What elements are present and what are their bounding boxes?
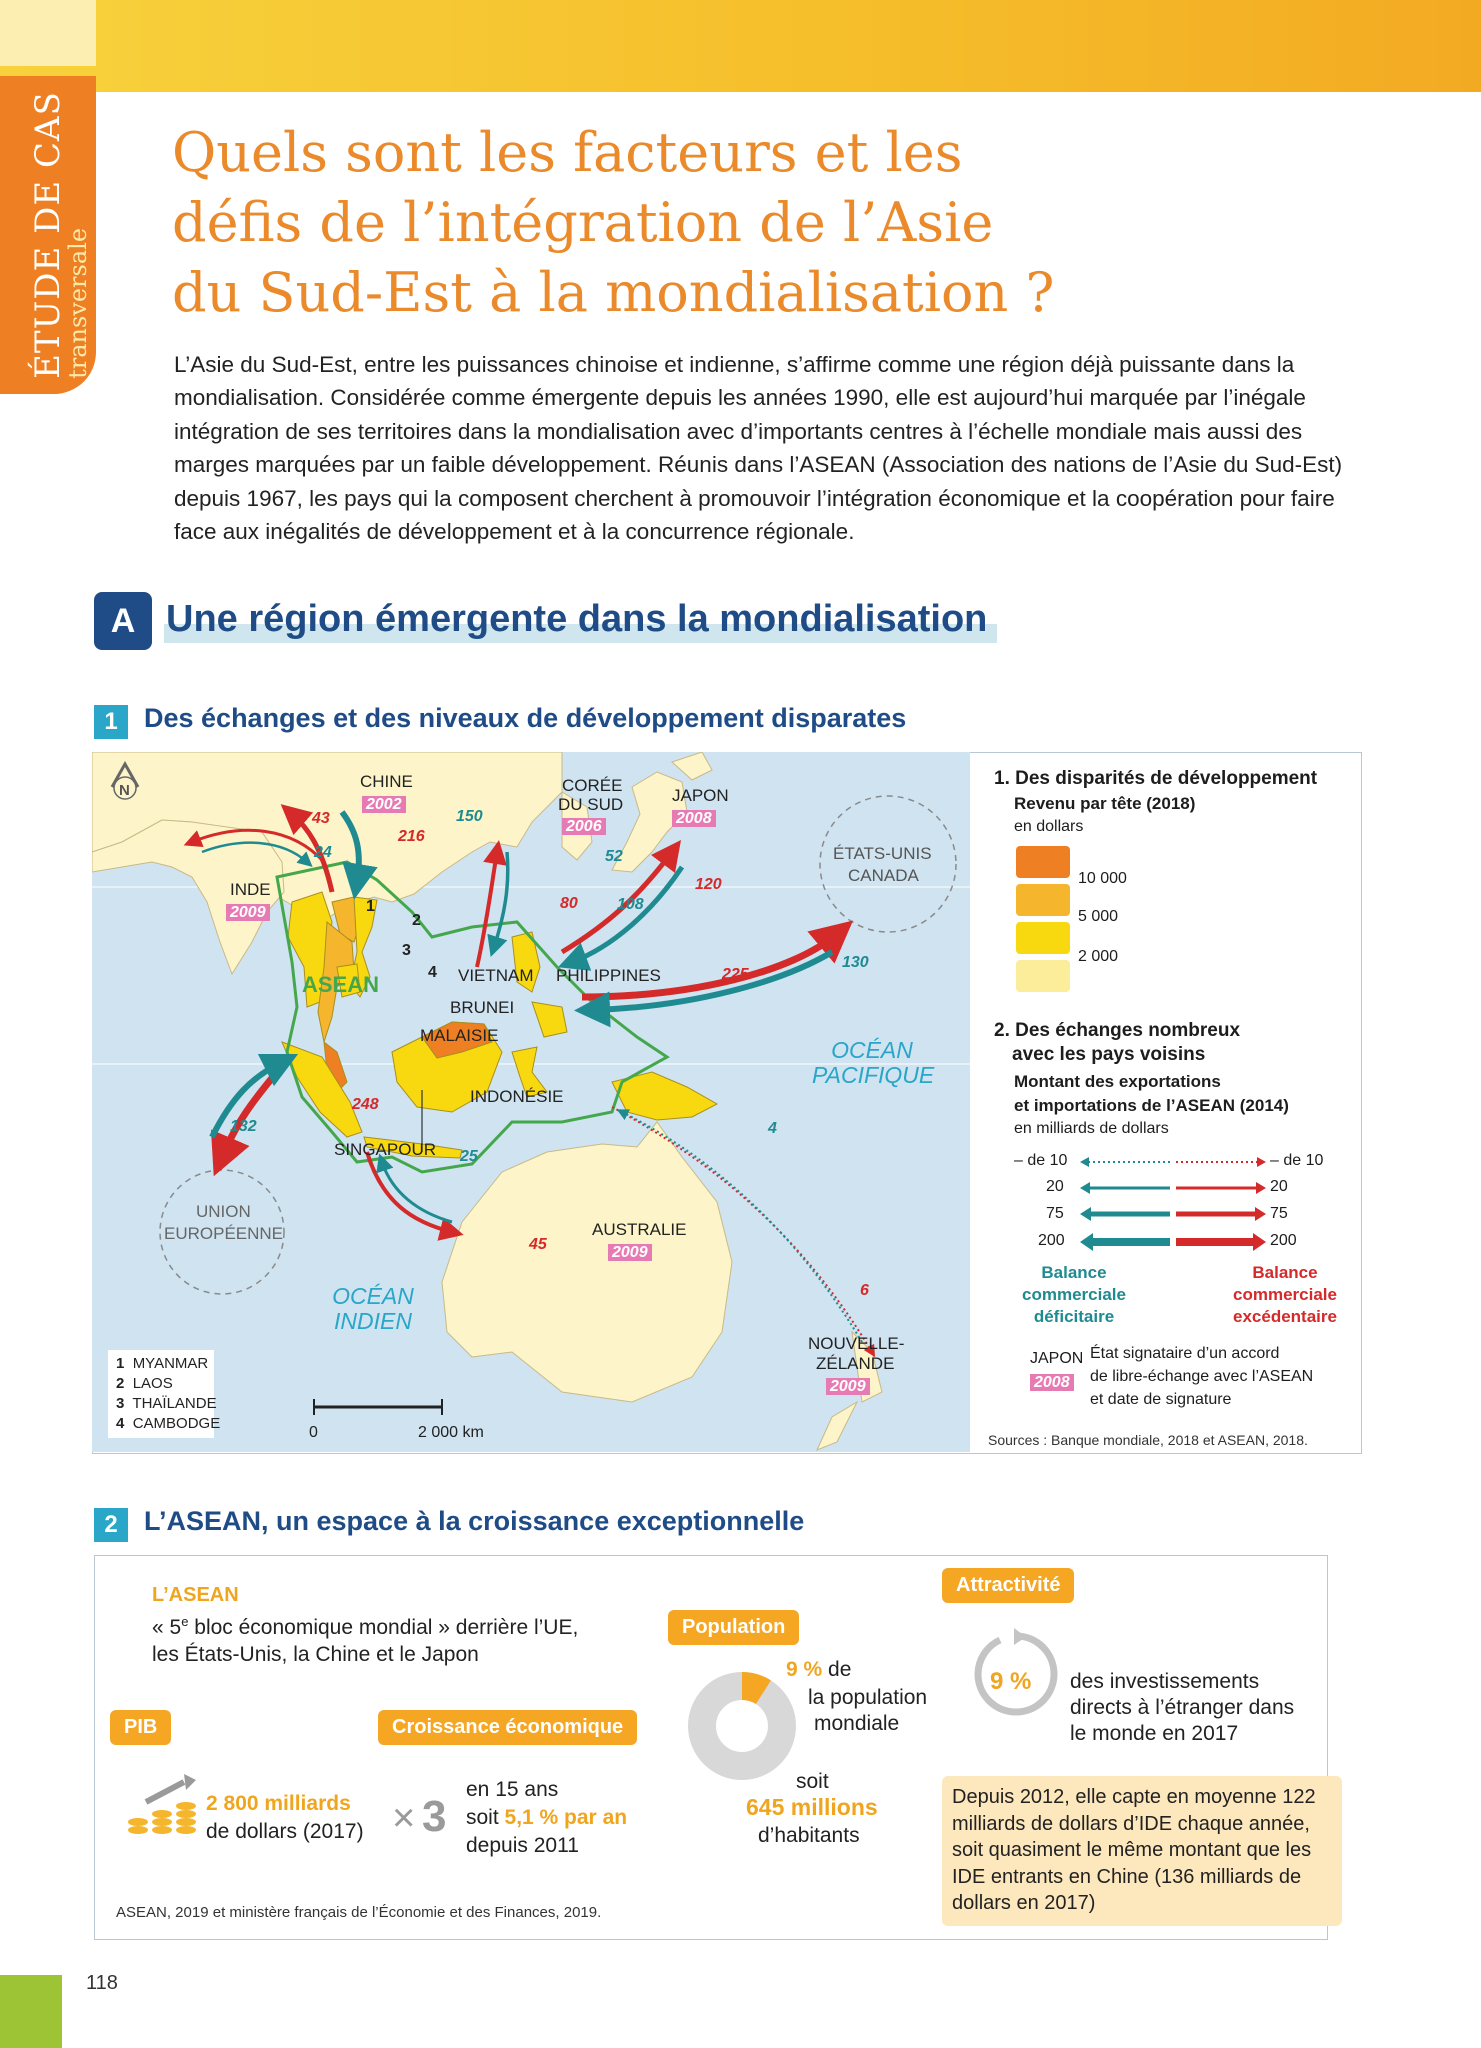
flow-value: 225 xyxy=(722,966,749,983)
map-number: 1 xyxy=(366,898,375,915)
label-ocean-indien xyxy=(318,1284,428,1334)
label-philippines: PHILIPPINES xyxy=(556,966,661,985)
times-icon: × xyxy=(392,1796,416,1840)
page-title-line: Quels sont les facteurs et les xyxy=(172,121,963,184)
ocean-indien-line: INDIEN xyxy=(334,1308,412,1334)
flow-value: 132 xyxy=(230,1118,257,1135)
flow-value: 150 xyxy=(456,808,483,825)
pib-value: 2 800 milliards xyxy=(206,1792,351,1815)
pib-pill: PIB xyxy=(110,1710,171,1745)
page-number: 118 xyxy=(86,1972,118,1994)
label-singapour: SINGAPOUR xyxy=(334,1140,437,1159)
flow-value: 24 xyxy=(314,844,332,861)
legend-deficit-line: Balance xyxy=(1041,1263,1107,1282)
case-study-title: ÉTUDE DE CAS xyxy=(28,91,68,379)
date-nz: 2009 xyxy=(826,1378,870,1395)
attractivite-text: directs à l’étranger dans xyxy=(1070,1696,1295,1719)
flow-value: 52 xyxy=(605,848,623,865)
attractivite-pill: Attractivité xyxy=(942,1568,1074,1603)
coin xyxy=(152,1826,172,1834)
top-left-pale-block xyxy=(0,0,96,66)
date-australie: 2009 xyxy=(608,1244,652,1261)
label-asean: ASEAN xyxy=(302,972,380,997)
doc1-title: Des échanges et des niveaux de développement disparates xyxy=(144,703,907,733)
legend-arrowhead xyxy=(1080,1157,1093,1251)
page-title-line: du Sud-Est à la mondialisation ? xyxy=(172,261,1055,324)
page-title xyxy=(172,118,1322,328)
flow-value: 130 xyxy=(842,954,869,971)
ocean-pacifique-line: PACIFIQUE xyxy=(812,1062,935,1088)
flow-value: 43 xyxy=(312,810,330,827)
ocean-indien-line: OCÉAN xyxy=(332,1283,414,1309)
scale-start: 0 xyxy=(309,1424,318,1441)
legend-flow-right: – de 10 xyxy=(1270,1152,1324,1169)
map-legend xyxy=(980,762,1360,1452)
population-text: mondiale xyxy=(814,1712,900,1735)
legend-section2-subtitle: et importations de l’ASEAN (2014) xyxy=(1014,1096,1289,1115)
new-zealand-south xyxy=(817,1402,857,1450)
label-nz-2: ZÉLANDE xyxy=(816,1354,895,1373)
ide-text: Depuis 2012, elle capte en moyenne 122 milliards de dollars d’IDE chaque année, soit quasiment le même montant que les IDE entrants en Chine (136 milliards de dollars en 2017) xyxy=(952,1786,1316,1914)
coin xyxy=(128,1826,148,1834)
legend-arrowhead xyxy=(1253,1157,1266,1251)
legend-section2-unit: en milliards de dollars xyxy=(1014,1120,1169,1137)
legend-fta-line: État signataire d’un accord xyxy=(1090,1345,1280,1362)
key-row: 2 LAOS xyxy=(116,1375,173,1392)
map-number: 3 xyxy=(402,942,411,959)
scale-end: 2 000 km xyxy=(418,1424,484,1441)
label-coree-2: DU SUD xyxy=(558,795,624,814)
asean-heading: L’ASEAN xyxy=(152,1584,239,1606)
flow-value: 6 xyxy=(860,1282,869,1299)
ocean-pacifique-line: OCÉAN xyxy=(831,1037,913,1063)
legend-excedent-line: Balance xyxy=(1252,1263,1318,1282)
legend-threshold: 2 000 xyxy=(1078,948,1119,965)
doc2-title: L’ASEAN, un espace à la croissance exceptionnelle xyxy=(144,1506,805,1536)
case-study-subtitle: transversale xyxy=(64,227,92,379)
cycle-arrowhead xyxy=(1014,1628,1026,1645)
croissance-line: depuis 2011 xyxy=(466,1834,579,1857)
key-row: 3 THAÏLANDE xyxy=(116,1395,217,1412)
population-text: la population xyxy=(808,1686,928,1709)
population-value: 645 millions xyxy=(746,1794,878,1820)
key-row: 4 CAMBODGE xyxy=(116,1415,221,1432)
infographic-source: ASEAN, 2019 et ministère français de l’Économie et des Finances, 2019. xyxy=(116,1904,602,1921)
legend-section2-title: avec les pays voisins xyxy=(1012,1044,1206,1065)
north-label: N xyxy=(119,782,130,799)
asean-quote-line: les États-Unis, la Chine et le Japon xyxy=(152,1643,479,1666)
legend-flow-left: – de 10 xyxy=(1014,1152,1068,1169)
legend-excedent xyxy=(1220,1262,1350,1328)
flow-value: 45 xyxy=(529,1236,547,1253)
population-text: 9 % de xyxy=(786,1658,852,1681)
flow-japan-import-arrow xyxy=(572,867,682,962)
legend-excedent-line: excédentaire xyxy=(1233,1307,1337,1326)
legend-swatch xyxy=(1016,884,1070,916)
map-sources: Sources : Banque mondiale, 2018 et ASEAN, 2018. xyxy=(988,1432,1308,1448)
page-title-line: défis de l’intégration de l’Asie xyxy=(172,191,994,254)
growth-arrow xyxy=(146,1782,184,1802)
legend-flow-left: 75 xyxy=(1046,1205,1064,1222)
label-usa-1: ÉTATS-UNIS xyxy=(833,844,932,863)
legend-flow-left: 200 xyxy=(1038,1232,1065,1249)
pib-unit: de dollars (2017) xyxy=(206,1820,364,1843)
flow-value: 248 xyxy=(352,1096,379,1113)
label-malaisie: MALAISIE xyxy=(420,1026,499,1045)
flow-korea-export-arrow xyxy=(477,852,497,967)
philippines-mindanao xyxy=(532,1002,567,1037)
legend-flow-arrows xyxy=(1080,1150,1270,1260)
page-corner-marker xyxy=(0,1975,62,2048)
legend-fta-line: de libre-échange avec l’ASEAN xyxy=(1090,1368,1314,1385)
population-pill: Population xyxy=(668,1610,799,1645)
flow-value: 80 xyxy=(560,895,578,912)
attractivite-text: des investissements xyxy=(1070,1670,1260,1693)
croissance-factor: 3 xyxy=(422,1792,447,1841)
attractivite-pct: 9 % xyxy=(990,1668,1032,1695)
legend-section1-subtitle: Revenu par tête (2018) xyxy=(1014,794,1196,813)
flow-value: 25 xyxy=(460,1148,478,1165)
growth-arrowhead xyxy=(184,1774,196,1790)
legend-swatch xyxy=(1016,846,1070,878)
croissance-pill: Croissance économique xyxy=(378,1710,637,1745)
doc1-number: 1 xyxy=(94,705,128,739)
coin xyxy=(152,1818,172,1826)
flow-value: 108 xyxy=(617,896,644,913)
label-vietnam: VIETNAM xyxy=(458,966,534,985)
attractivite-text: le monde en 2017 xyxy=(1070,1722,1239,1745)
legend-deficit-line: commerciale xyxy=(1022,1285,1126,1304)
legend-deficit xyxy=(1014,1262,1134,1328)
legend-flow-left: 20 xyxy=(1046,1178,1064,1195)
label-nz-1: NOUVELLE- xyxy=(808,1334,905,1353)
asean-quote xyxy=(152,1608,578,1668)
intro-paragraph: L’Asie du Sud-Est, entre les puissances chinoise et indienne, s’affirme comme une région déjà puissante dans la mondialisation. Considérée comme émergente depuis les années 1990, elle est aujourd’hui marquée par l’inégale intégration de ses territoires dans la mondialisation avec d’importants centres à l’échelle mondiale mais aussi des marges marquées par un faible développement. Réunis dans l’ASEAN (Association des nations de l’Asie du Sud-Est) depuis 1967, les pays qui la composent cherchent à promouvoir l’intégration économique et la coopération pour faire face aux inégalités de développement et à la concurrence régionale. xyxy=(174,352,1343,545)
flow-value: 216 xyxy=(398,828,425,845)
label-japon: JAPON xyxy=(672,786,729,805)
legend-fta-line: et date de signature xyxy=(1090,1391,1232,1408)
map xyxy=(92,752,970,1452)
coin xyxy=(176,1802,196,1810)
label-chine: CHINE xyxy=(360,772,413,791)
legend-flow-right: 200 xyxy=(1270,1232,1297,1249)
label-ocean-pacifique xyxy=(812,1037,935,1088)
legend-swatch xyxy=(1016,960,1070,992)
coin xyxy=(128,1818,148,1826)
legend-section2-title: 2. Des échanges nombreux xyxy=(994,1020,1241,1041)
coin xyxy=(176,1810,196,1818)
legend-deficit-line: déficitaire xyxy=(1033,1307,1115,1326)
section-letter-badge: A xyxy=(94,592,152,650)
flow-australia-export-arrow xyxy=(367,1152,452,1232)
population-donut-chart xyxy=(686,1670,798,1782)
legend-fta-country: JAPON xyxy=(1030,1350,1084,1367)
date-chine: 2002 xyxy=(362,796,406,813)
legend-flow-right: 20 xyxy=(1270,1178,1288,1195)
legend-threshold: 10 000 xyxy=(1078,870,1127,887)
case-study-label xyxy=(28,91,92,379)
legend-threshold: 5 000 xyxy=(1078,908,1119,925)
label-usa-2: CANADA xyxy=(848,866,919,885)
flow-value: 120 xyxy=(695,876,722,893)
label-indonesie: INDONÉSIE xyxy=(470,1087,564,1106)
top-color-band xyxy=(0,0,1481,92)
date-coree: 2006 xyxy=(562,818,606,835)
asean-quote-line: « 5e bloc économique mondial » derrière l’UE, xyxy=(152,1614,579,1639)
legend-fta-date: 2008 xyxy=(1030,1374,1074,1391)
donut-share-slice xyxy=(742,1686,763,1692)
population-soit: soit xyxy=(796,1770,829,1793)
croissance-line: en 15 ans xyxy=(466,1778,559,1801)
coin xyxy=(176,1818,196,1826)
population-unit: d’habitants xyxy=(758,1824,860,1847)
legend-swatch xyxy=(1016,922,1070,954)
legend-section1-unit: en dollars xyxy=(1014,818,1084,835)
doc2-number: 2 xyxy=(94,1508,128,1542)
label-inde: INDE xyxy=(230,880,271,899)
coin xyxy=(152,1810,172,1818)
flow-value: 4 xyxy=(768,1120,777,1137)
australia xyxy=(442,1122,732,1402)
date-japon: 2008 xyxy=(672,810,716,827)
usa-canada-circle xyxy=(820,796,956,932)
map-number: 4 xyxy=(428,964,437,981)
legend-fta-text xyxy=(1090,1342,1313,1411)
label-ue-1: UNION xyxy=(196,1202,251,1221)
map-number: 2 xyxy=(412,912,421,929)
key-row: 1 MYANMAR xyxy=(116,1355,209,1372)
coin xyxy=(176,1826,196,1834)
label-coree-1: CORÉE xyxy=(562,776,623,795)
section-title: Une région émergente dans la mondialisation xyxy=(164,596,997,643)
label-brunei: BRUNEI xyxy=(450,998,515,1017)
ide-box xyxy=(942,1776,1342,1926)
date-inde: 2009 xyxy=(226,904,270,921)
croissance-line: soit 5,1 % par an xyxy=(466,1806,628,1829)
sumatra xyxy=(282,1042,362,1137)
numbered-key xyxy=(108,1350,221,1438)
label-australie: AUSTRALIE xyxy=(592,1220,687,1239)
legend-section1-title: 1. Des disparités de développement xyxy=(994,768,1318,789)
legend-excedent-line: commerciale xyxy=(1233,1285,1337,1304)
hokkaido xyxy=(672,752,712,780)
legend-section2-subtitle: Montant des exportations xyxy=(1014,1072,1221,1091)
label-ue-2: EUROPÉENNE xyxy=(164,1224,284,1243)
coins-growth-icon xyxy=(126,1772,200,1842)
legend-flow-right: 75 xyxy=(1270,1205,1288,1222)
